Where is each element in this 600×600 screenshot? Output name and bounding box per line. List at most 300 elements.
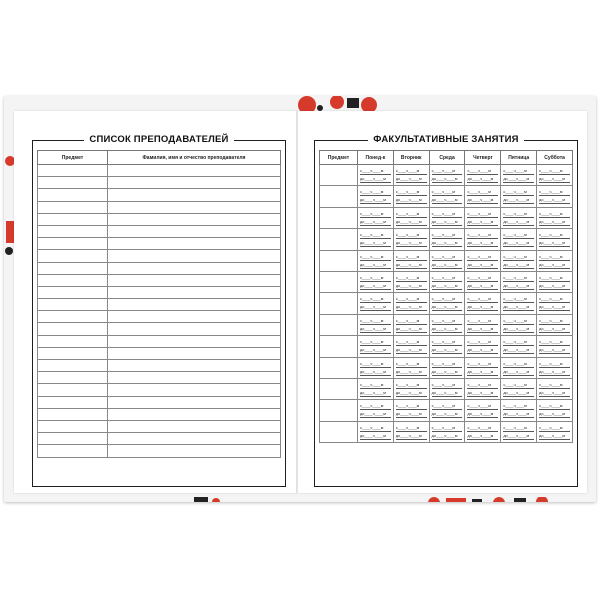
- time-to: до____ч____м: [539, 434, 570, 440]
- subject-cell[interactable]: [38, 408, 108, 420]
- table-row: [38, 408, 281, 420]
- time-from: с____ч____м: [539, 362, 570, 368]
- time-slot-cell[interactable]: [358, 400, 394, 421]
- time-to: до____ч____м: [539, 263, 570, 269]
- subject-cell[interactable]: [320, 293, 358, 314]
- time-slot-cell[interactable]: [393, 314, 429, 335]
- time-slot-cell[interactable]: [429, 186, 465, 207]
- time-to: до____ч____м: [539, 220, 570, 226]
- table-row: [320, 421, 573, 442]
- header-teacher-name: Фамилия, имя и отчество преподавателя: [108, 151, 281, 165]
- time-slot-cell[interactable]: [537, 378, 573, 399]
- electives-table-wrap: [319, 150, 573, 443]
- time-from: с____ч____м: [432, 255, 463, 261]
- time-slot-cell[interactable]: [537, 336, 573, 357]
- time-to: до____ч____м: [396, 220, 427, 226]
- time-slot-cell[interactable]: [537, 271, 573, 292]
- teacher-name-cell[interactable]: [108, 201, 281, 213]
- left-page: [14, 111, 297, 493]
- time-to: до____ч____м: [503, 198, 534, 204]
- time-slot-cell[interactable]: [465, 250, 501, 271]
- table-row: [320, 293, 573, 314]
- time-slot-cell[interactable]: [465, 229, 501, 250]
- time-to: до____ч____м: [432, 305, 463, 311]
- teacher-name-cell[interactable]: [108, 408, 281, 420]
- time-to: до____ч____м: [396, 327, 427, 333]
- time-from: с____ч____м: [360, 233, 391, 239]
- teachers-table-body: [38, 165, 281, 458]
- table-row: [38, 323, 281, 335]
- subject-cell[interactable]: [38, 323, 108, 335]
- time-from: с____ч____м: [467, 297, 498, 303]
- time-to: до____ч____м: [539, 305, 570, 311]
- time-to: до____ч____м: [432, 348, 463, 354]
- time-slot-cell[interactable]: [429, 314, 465, 335]
- time-slot-cell[interactable]: [358, 250, 394, 271]
- teacher-name-cell[interactable]: [108, 238, 281, 250]
- time-to: до____ч____м: [539, 327, 570, 333]
- table-row: [38, 250, 281, 262]
- subject-cell[interactable]: [38, 165, 108, 177]
- time-from: с____ч____м: [539, 233, 570, 239]
- time-slot-cell[interactable]: [465, 271, 501, 292]
- time-from: с____ч____м: [467, 276, 498, 282]
- subject-cell[interactable]: [38, 445, 108, 457]
- time-to: до____ч____м: [467, 370, 498, 376]
- teacher-name-cell[interactable]: [108, 250, 281, 262]
- time-to: до____ч____м: [360, 241, 391, 247]
- time-slot-cell[interactable]: [358, 421, 394, 442]
- time-slot-cell[interactable]: [501, 186, 537, 207]
- time-slot-cell[interactable]: [393, 250, 429, 271]
- time-to: до____ч____м: [467, 198, 498, 204]
- time-to: до____ч____м: [467, 263, 498, 269]
- time-to: до____ч____м: [396, 305, 427, 311]
- time-from: с____ч____м: [432, 276, 463, 282]
- subject-cell[interactable]: [320, 207, 358, 228]
- time-to: до____ч____м: [432, 263, 463, 269]
- time-from: с____ч____м: [467, 169, 498, 175]
- time-to: до____ч____м: [432, 241, 463, 247]
- subject-cell[interactable]: [320, 400, 358, 421]
- time-to: до____ч____м: [503, 348, 534, 354]
- table-row: [320, 186, 573, 207]
- time-from: с____ч____м: [539, 297, 570, 303]
- time-slot-cell[interactable]: [501, 357, 537, 378]
- time-slot-cell[interactable]: [537, 250, 573, 271]
- teacher-name-cell[interactable]: [108, 335, 281, 347]
- table-row: [38, 201, 281, 213]
- time-to: до____ч____м: [360, 434, 391, 440]
- time-slot-cell[interactable]: [429, 378, 465, 399]
- time-from: с____ч____м: [396, 255, 427, 261]
- teacher-name-cell[interactable]: [108, 360, 281, 372]
- time-slot-cell[interactable]: [429, 165, 465, 186]
- time-to: до____ч____м: [503, 177, 534, 183]
- time-from: с____ч____м: [360, 255, 391, 261]
- time-to: до____ч____м: [360, 198, 391, 204]
- time-slot-cell[interactable]: [501, 229, 537, 250]
- table-row: [38, 299, 281, 311]
- time-from: с____ч____м: [503, 426, 534, 432]
- time-to: до____ч____м: [360, 263, 391, 269]
- time-from: с____ч____м: [503, 233, 534, 239]
- subject-cell[interactable]: [38, 372, 108, 384]
- time-slot-cell[interactable]: [358, 314, 394, 335]
- time-from: с____ч____м: [360, 362, 391, 368]
- table-row: [320, 229, 573, 250]
- time-from: с____ч____м: [396, 383, 427, 389]
- time-to: до____ч____м: [467, 284, 498, 290]
- teacher-name-cell[interactable]: [108, 384, 281, 396]
- time-to: до____ч____м: [360, 177, 391, 183]
- time-slot-cell[interactable]: [393, 207, 429, 228]
- time-to: до____ч____м: [432, 198, 463, 204]
- time-slot-cell[interactable]: [358, 293, 394, 314]
- time-to: до____ч____м: [360, 284, 391, 290]
- time-slot-cell[interactable]: [429, 357, 465, 378]
- time-slot-cell[interactable]: [537, 186, 573, 207]
- time-from: с____ч____м: [503, 383, 534, 389]
- teacher-name-cell[interactable]: [108, 433, 281, 445]
- header-tuesday: Вторник: [393, 151, 429, 165]
- table-row: [38, 177, 281, 189]
- time-slot-cell[interactable]: [393, 421, 429, 442]
- time-from: с____ч____м: [432, 404, 463, 410]
- time-to: до____ч____м: [360, 348, 391, 354]
- time-to: до____ч____м: [539, 241, 570, 247]
- time-slot-cell[interactable]: [537, 229, 573, 250]
- subject-cell[interactable]: [38, 299, 108, 311]
- subject-cell[interactable]: [38, 286, 108, 298]
- time-from: с____ч____м: [396, 426, 427, 432]
- time-slot-cell[interactable]: [537, 400, 573, 421]
- time-slot-cell[interactable]: [358, 336, 394, 357]
- time-from: с____ч____м: [539, 404, 570, 410]
- time-from: с____ч____м: [467, 212, 498, 218]
- time-slot-cell[interactable]: [393, 186, 429, 207]
- teacher-name-cell[interactable]: [108, 323, 281, 335]
- time-slot-cell[interactable]: [501, 400, 537, 421]
- teacher-name-cell[interactable]: [108, 372, 281, 384]
- table-row: [320, 378, 573, 399]
- time-slot-cell[interactable]: [393, 293, 429, 314]
- time-slot-cell[interactable]: [429, 293, 465, 314]
- subject-cell[interactable]: [320, 314, 358, 335]
- right-page: [298, 111, 587, 493]
- teacher-name-cell[interactable]: [108, 445, 281, 457]
- time-to: до____ч____м: [467, 327, 498, 333]
- time-to: до____ч____м: [396, 241, 427, 247]
- table-row: [38, 286, 281, 298]
- time-from: с____ч____м: [503, 169, 534, 175]
- time-from: с____ч____м: [360, 319, 391, 325]
- time-to: до____ч____м: [432, 412, 463, 418]
- time-from: с____ч____м: [432, 297, 463, 303]
- teacher-name-cell[interactable]: [108, 274, 281, 286]
- subject-cell[interactable]: [320, 336, 358, 357]
- time-slot-cell[interactable]: [393, 357, 429, 378]
- time-slot-cell[interactable]: [465, 165, 501, 186]
- teacher-name-cell[interactable]: [108, 396, 281, 408]
- time-to: до____ч____м: [503, 305, 534, 311]
- table-row: [320, 314, 573, 335]
- time-slot-cell[interactable]: [393, 378, 429, 399]
- time-slot-cell[interactable]: [501, 378, 537, 399]
- teacher-name-cell[interactable]: [108, 165, 281, 177]
- time-to: до____ч____м: [467, 412, 498, 418]
- time-slot-cell[interactable]: [537, 293, 573, 314]
- time-slot-cell[interactable]: [537, 207, 573, 228]
- time-slot-cell[interactable]: [465, 336, 501, 357]
- subject-cell[interactable]: [38, 238, 108, 250]
- time-slot-cell[interactable]: [358, 357, 394, 378]
- time-from: с____ч____м: [503, 212, 534, 218]
- teacher-name-cell[interactable]: [108, 347, 281, 359]
- teacher-name-cell[interactable]: [108, 213, 281, 225]
- teachers-list-frame: [32, 134, 286, 487]
- time-from: с____ч____м: [503, 190, 534, 196]
- teacher-name-cell[interactable]: [108, 286, 281, 298]
- time-slot-cell[interactable]: [429, 207, 465, 228]
- teacher-name-cell[interactable]: [108, 189, 281, 201]
- time-slot-cell[interactable]: [501, 207, 537, 228]
- table-row: [38, 420, 281, 432]
- time-from: с____ч____м: [432, 319, 463, 325]
- table-row: [320, 336, 573, 357]
- time-from: с____ч____м: [467, 255, 498, 261]
- time-slot-cell[interactable]: [501, 293, 537, 314]
- time-from: с____ч____м: [467, 190, 498, 196]
- time-slot-cell[interactable]: [429, 400, 465, 421]
- table-row: [38, 335, 281, 347]
- time-slot-cell[interactable]: [465, 421, 501, 442]
- time-from: с____ч____м: [539, 190, 570, 196]
- time-to: до____ч____м: [503, 284, 534, 290]
- time-slot-cell[interactable]: [537, 314, 573, 335]
- time-from: с____ч____м: [467, 233, 498, 239]
- teacher-name-cell[interactable]: [108, 299, 281, 311]
- time-from: с____ч____м: [503, 362, 534, 368]
- time-to: до____ч____м: [539, 412, 570, 418]
- time-from: с____ч____м: [396, 404, 427, 410]
- time-from: с____ч____м: [432, 169, 463, 175]
- time-slot-cell[interactable]: [393, 400, 429, 421]
- teacher-name-cell[interactable]: [108, 225, 281, 237]
- subject-cell[interactable]: [38, 433, 108, 445]
- time-slot-cell[interactable]: [465, 314, 501, 335]
- header-thursday: Четверг: [465, 151, 501, 165]
- time-slot-cell[interactable]: [429, 336, 465, 357]
- time-from: с____ч____м: [432, 362, 463, 368]
- time-from: с____ч____м: [467, 383, 498, 389]
- time-slot-cell[interactable]: [358, 186, 394, 207]
- time-slot-cell[interactable]: [429, 229, 465, 250]
- time-from: с____ч____м: [539, 255, 570, 261]
- teacher-name-cell[interactable]: [108, 311, 281, 323]
- time-from: с____ч____м: [467, 404, 498, 410]
- time-slot-cell[interactable]: [465, 378, 501, 399]
- teacher-name-cell[interactable]: [108, 420, 281, 432]
- time-from: с____ч____м: [360, 383, 391, 389]
- time-to: до____ч____м: [467, 434, 498, 440]
- time-to: до____ч____м: [396, 412, 427, 418]
- time-from: с____ч____м: [360, 190, 391, 196]
- subject-cell[interactable]: [38, 262, 108, 274]
- time-from: с____ч____м: [539, 383, 570, 389]
- table-row: [320, 250, 573, 271]
- time-slot-cell[interactable]: [393, 229, 429, 250]
- time-slot-cell[interactable]: [501, 165, 537, 186]
- time-slot-cell[interactable]: [501, 250, 537, 271]
- time-from: с____ч____м: [396, 319, 427, 325]
- time-to: до____ч____м: [396, 263, 427, 269]
- time-from: с____ч____м: [539, 319, 570, 325]
- table-row: [38, 433, 281, 445]
- table-row: [320, 400, 573, 421]
- time-slot-cell[interactable]: [393, 336, 429, 357]
- table-row: [320, 357, 573, 378]
- time-to: до____ч____м: [432, 220, 463, 226]
- time-to: до____ч____м: [360, 412, 391, 418]
- time-to: до____ч____м: [432, 327, 463, 333]
- table-row: [38, 311, 281, 323]
- time-slot-cell[interactable]: [393, 271, 429, 292]
- table-row: [38, 213, 281, 225]
- subject-cell[interactable]: [38, 311, 108, 323]
- subject-cell[interactable]: [320, 250, 358, 271]
- time-slot-cell[interactable]: [465, 293, 501, 314]
- time-to: до____ч____м: [503, 370, 534, 376]
- time-to: до____ч____м: [467, 241, 498, 247]
- header-friday: Пятница: [501, 151, 537, 165]
- subject-cell[interactable]: [38, 347, 108, 359]
- subject-cell[interactable]: [320, 271, 358, 292]
- table-row: [38, 165, 281, 177]
- time-from: с____ч____м: [467, 319, 498, 325]
- subject-cell[interactable]: [38, 396, 108, 408]
- time-to: до____ч____м: [467, 305, 498, 311]
- time-to: до____ч____м: [467, 348, 498, 354]
- time-slot-cell[interactable]: [465, 357, 501, 378]
- teacher-name-cell[interactable]: [108, 262, 281, 274]
- time-to: до____ч____м: [396, 177, 427, 183]
- cover-pattern-bottom-right: [424, 493, 564, 502]
- header-saturday: Суббота: [537, 151, 573, 165]
- time-slot-cell[interactable]: [537, 165, 573, 186]
- time-slot-cell[interactable]: [465, 207, 501, 228]
- table-row: [320, 165, 573, 186]
- time-slot-cell[interactable]: [429, 421, 465, 442]
- time-from: с____ч____м: [396, 297, 427, 303]
- table-row: [38, 262, 281, 274]
- table-row: [320, 207, 573, 228]
- table-row: [38, 360, 281, 372]
- time-slot-cell[interactable]: [501, 421, 537, 442]
- subject-cell[interactable]: [38, 360, 108, 372]
- table-row: [38, 372, 281, 384]
- time-slot-cell[interactable]: [501, 271, 537, 292]
- time-from: с____ч____м: [360, 404, 391, 410]
- header-subject: Предмет: [320, 151, 358, 165]
- subject-cell[interactable]: [320, 421, 358, 442]
- time-slot-cell[interactable]: [501, 314, 537, 335]
- time-from: с____ч____м: [539, 426, 570, 432]
- time-slot-cell[interactable]: [358, 229, 394, 250]
- time-to: до____ч____м: [539, 177, 570, 183]
- time-from: с____ч____м: [396, 276, 427, 282]
- subject-cell[interactable]: [38, 201, 108, 213]
- time-to: до____ч____м: [503, 327, 534, 333]
- time-from: с____ч____м: [539, 212, 570, 218]
- time-from: с____ч____м: [432, 383, 463, 389]
- subject-cell[interactable]: [38, 250, 108, 262]
- time-slot-cell[interactable]: [501, 336, 537, 357]
- subject-cell[interactable]: [320, 186, 358, 207]
- subject-cell[interactable]: [38, 335, 108, 347]
- subject-cell[interactable]: [320, 378, 358, 399]
- time-slot-cell[interactable]: [429, 271, 465, 292]
- time-to: до____ч____м: [539, 198, 570, 204]
- time-from: с____ч____м: [360, 212, 391, 218]
- time-to: до____ч____м: [539, 370, 570, 376]
- subject-cell[interactable]: [38, 189, 108, 201]
- subject-cell[interactable]: [320, 165, 358, 186]
- teachers-table-wrap: [37, 150, 281, 458]
- time-slot-cell[interactable]: [358, 165, 394, 186]
- time-from: с____ч____м: [467, 362, 498, 368]
- time-to: до____ч____м: [467, 391, 498, 397]
- time-slot-cell[interactable]: [537, 421, 573, 442]
- time-from: с____ч____м: [396, 233, 427, 239]
- time-to: до____ч____м: [503, 241, 534, 247]
- subject-cell[interactable]: [38, 274, 108, 286]
- teacher-name-cell[interactable]: [108, 177, 281, 189]
- time-to: до____ч____м: [432, 391, 463, 397]
- time-from: с____ч____м: [432, 212, 463, 218]
- teachers-list-title: СПИСОК ПРЕПОДАВАТЕЛЕЙ: [33, 134, 285, 146]
- subject-cell[interactable]: [320, 357, 358, 378]
- time-slot-cell[interactable]: [358, 207, 394, 228]
- time-from: с____ч____м: [396, 362, 427, 368]
- time-to: до____ч____м: [396, 198, 427, 204]
- time-from: с____ч____м: [539, 276, 570, 282]
- subject-cell[interactable]: [38, 213, 108, 225]
- time-to: до____ч____м: [503, 434, 534, 440]
- time-slot-cell[interactable]: [429, 250, 465, 271]
- time-slot-cell[interactable]: [465, 400, 501, 421]
- subject-cell[interactable]: [38, 384, 108, 396]
- time-to: до____ч____м: [432, 370, 463, 376]
- subject-cell[interactable]: [38, 420, 108, 432]
- teachers-table: [37, 150, 281, 458]
- time-to: до____ч____м: [396, 434, 427, 440]
- time-slot-cell[interactable]: [358, 271, 394, 292]
- subject-cell[interactable]: [38, 225, 108, 237]
- time-from: с____ч____м: [503, 319, 534, 325]
- time-from: с____ч____м: [432, 233, 463, 239]
- time-from: с____ч____м: [503, 404, 534, 410]
- time-slot-cell[interactable]: [537, 357, 573, 378]
- subject-cell[interactable]: [38, 177, 108, 189]
- time-slot-cell[interactable]: [465, 186, 501, 207]
- time-slot-cell[interactable]: [358, 378, 394, 399]
- time-to: до____ч____м: [539, 284, 570, 290]
- subject-cell[interactable]: [320, 229, 358, 250]
- electives-table-header: [320, 151, 573, 165]
- time-slot-cell[interactable]: [393, 165, 429, 186]
- time-to: до____ч____м: [432, 284, 463, 290]
